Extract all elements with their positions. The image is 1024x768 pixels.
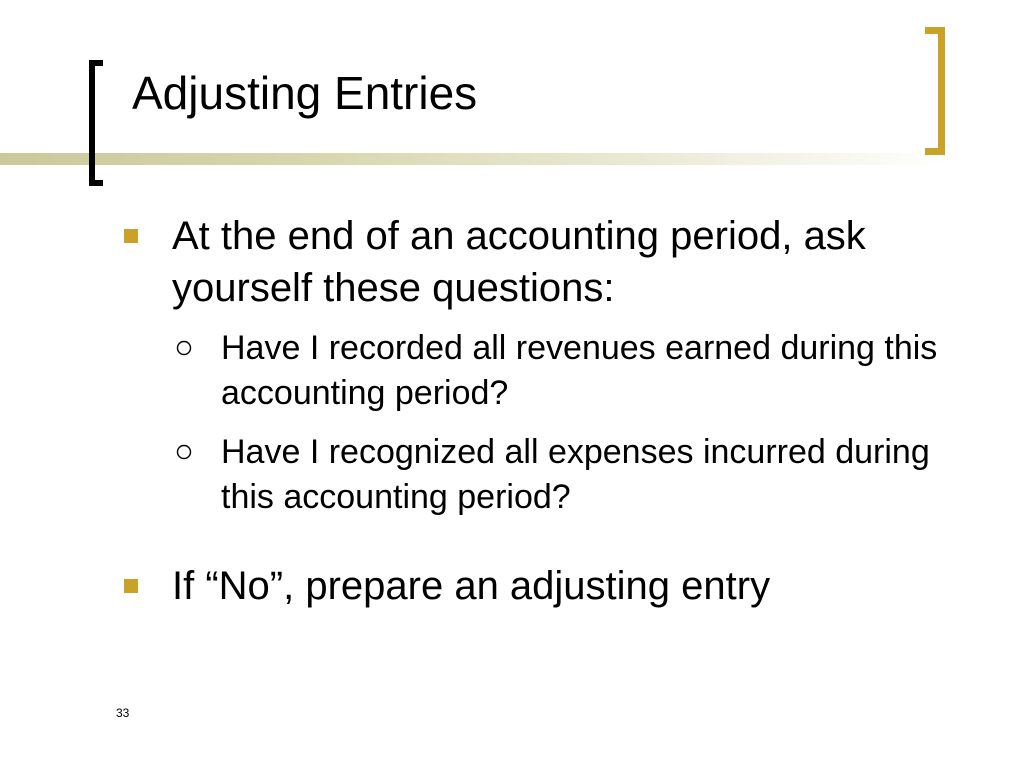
square-bullet-icon	[124, 229, 138, 243]
title-underline-bar	[0, 153, 950, 165]
sub-bullet-text: Have I recorded all revenues earned during this accounting period?	[221, 329, 938, 412]
square-bullet-icon	[124, 579, 138, 593]
hollow-circle-bullet-icon	[176, 340, 192, 356]
bullet-text: At the end of an accounting period, ask yourself these questions:	[172, 214, 866, 310]
page-number: 33	[116, 706, 130, 720]
hollow-circle-bullet-icon	[176, 444, 192, 460]
sub-bullet-text: Have I recognized all expenses incurred during this accounting period?	[221, 433, 930, 516]
right-bracket-icon	[925, 27, 945, 155]
left-bracket-icon	[89, 60, 103, 186]
bullet-text: If “No”, prepare an adjusting entry	[172, 564, 771, 608]
slide-title: Adjusting Entries	[132, 67, 478, 119]
